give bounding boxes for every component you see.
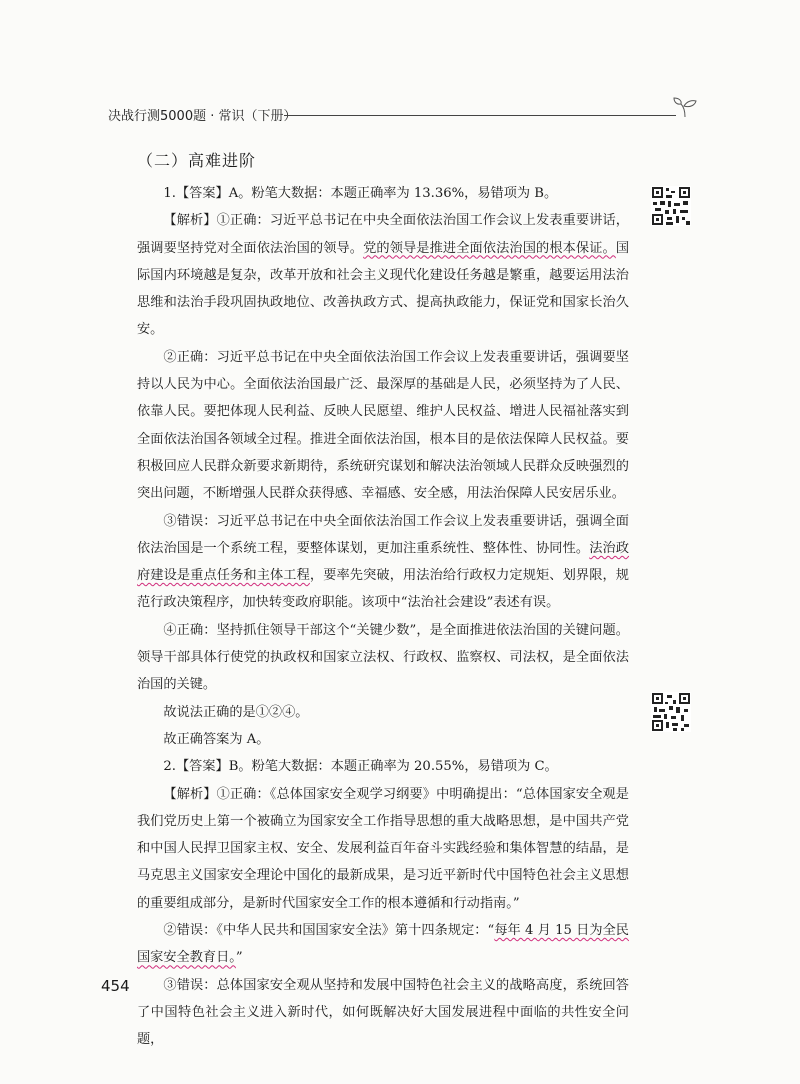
q2-answer-line: 2.【答案】B。粉笔大数据：本题正确率为 20.55%，易错项为 C。: [163, 759, 558, 775]
q1-answer-line: 1.【答案】A。粉笔大数据：本题正确率为 13.36%，易错项为 B。: [163, 186, 558, 201]
q2-analysis-3: ③错误：总体国家安全观从坚持和发展中国特色社会主义的战略高度，系统回答了中国特色社会主义进入新时代，如何既解决好大国发展进程中面临的共性安全问题，: [137, 977, 629, 1048]
page-number: 454: [101, 977, 130, 995]
q1-analysis-1-a: 【解析】①正确：习近平总书记在中央全面依法治国工作会议上发表重要讲话，强调要坚持党对全面依法治国的领导。: [137, 213, 629, 256]
q1-analysis-1-underlined: 党的领导是推进全面依法治国的根本保证。: [363, 240, 616, 256]
q2-analysis-1: 【解析】①正确：《总体国家安全观学习纲要》中明确提出：“总体国家安全观是我们党历史上第一个被确立为国家安全工作指导思想的重大战略思想，是中国共产党和中国人民捍卫国家主权、安全、发展利益百年奋斗实践经验和集体智慧的结晶，是马克思主义国家安全理论中国化的最新成果，是习近平新时代中国特色社会主义思想的重要组成部分，是新时代国家安全工作的根本遵循和行动指南。”: [137, 786, 629, 911]
header-rule: [284, 115, 676, 116]
q2-analysis-2-b: ”: [235, 950, 243, 966]
answer-content: [137, 180, 629, 1054]
q1-analysis-3-a: ③错误：习近平总书记在中央全面依法治国工作会议上发表重要讲话，强调全面依法治国是一个系统工程，要整体谋划，更加注重系统性、整体性、协同性。: [137, 513, 629, 556]
q1-conclusion-2: 故正确答案为 A。: [163, 731, 270, 747]
q1-analysis-3: [137, 508, 629, 617]
q2-analysis-2-a: ②错误：《中华人民共和国国家安全法》第十四条规定：“: [163, 923, 495, 939]
q2-analysis-2-underlined: 每年 4 月 15 日为全民国家安全教育日。: [137, 923, 629, 966]
qr-code-icon[interactable]: [651, 692, 691, 732]
sprout-icon: [672, 96, 698, 118]
q1-analysis-1: [137, 207, 629, 343]
q1-analysis-4: ④正确：坚持抓住领导干部这个“关键少数”，是全面推进依法治国的关键问题。领导干部具体行使党的执政权和国家立法权、行政权、监察权、司法权，是全面依法治国的关键。: [137, 622, 629, 693]
section-title: （二）高难进阶: [137, 151, 257, 170]
q1-analysis-2: ②正确：习近平总书记在中央全面依法治国工作会议上发表重要讲话，强调要坚持以人民为中心。全面依法治国最广泛、最深厚的基础是人民，必须坚持为了人民、依靠人民。要把体现人民利益、反映人民愿望、维护人民权益、增进人民福祉落实到全面依法治国各领域全过程。推进全面依法治国，根本目的是依法保障人民权益。要积极回应人民群众新要求新期待，系统研究谋划和解决法治领域人民群众反映强烈的突出问题，不断增强人民群众获得感、幸福感、安全感，用法治保障人民安居乐业。: [137, 349, 629, 502]
q1-analysis-3-underlined: 法治政府建设是重点任务和主体工程: [137, 540, 630, 584]
header-title: 决战行测5000题 · 常识（下册）: [108, 109, 297, 124]
q2-analysis-2: [137, 917, 629, 972]
q1-analysis-3-b: ，要率先突破，用法治给行政权力定规矩、划界限，规范行政决策程序，加快转变政府职能。该项中“法治社会建设”表述有误。: [137, 568, 629, 611]
running-header: [108, 102, 698, 124]
q1-conclusion-1: 故说法正确的是①②④。: [163, 704, 309, 720]
q1-analysis-1-b: 国际国内环境越是复杂，改革开放和社会主义现代化建设任务越是繁重，越要运用法治思维和法治手段巩固执政地位、改善执政方式、提高执政能力，保证党和国家长治久安。: [137, 240, 630, 338]
qr-code-icon[interactable]: [651, 186, 691, 226]
